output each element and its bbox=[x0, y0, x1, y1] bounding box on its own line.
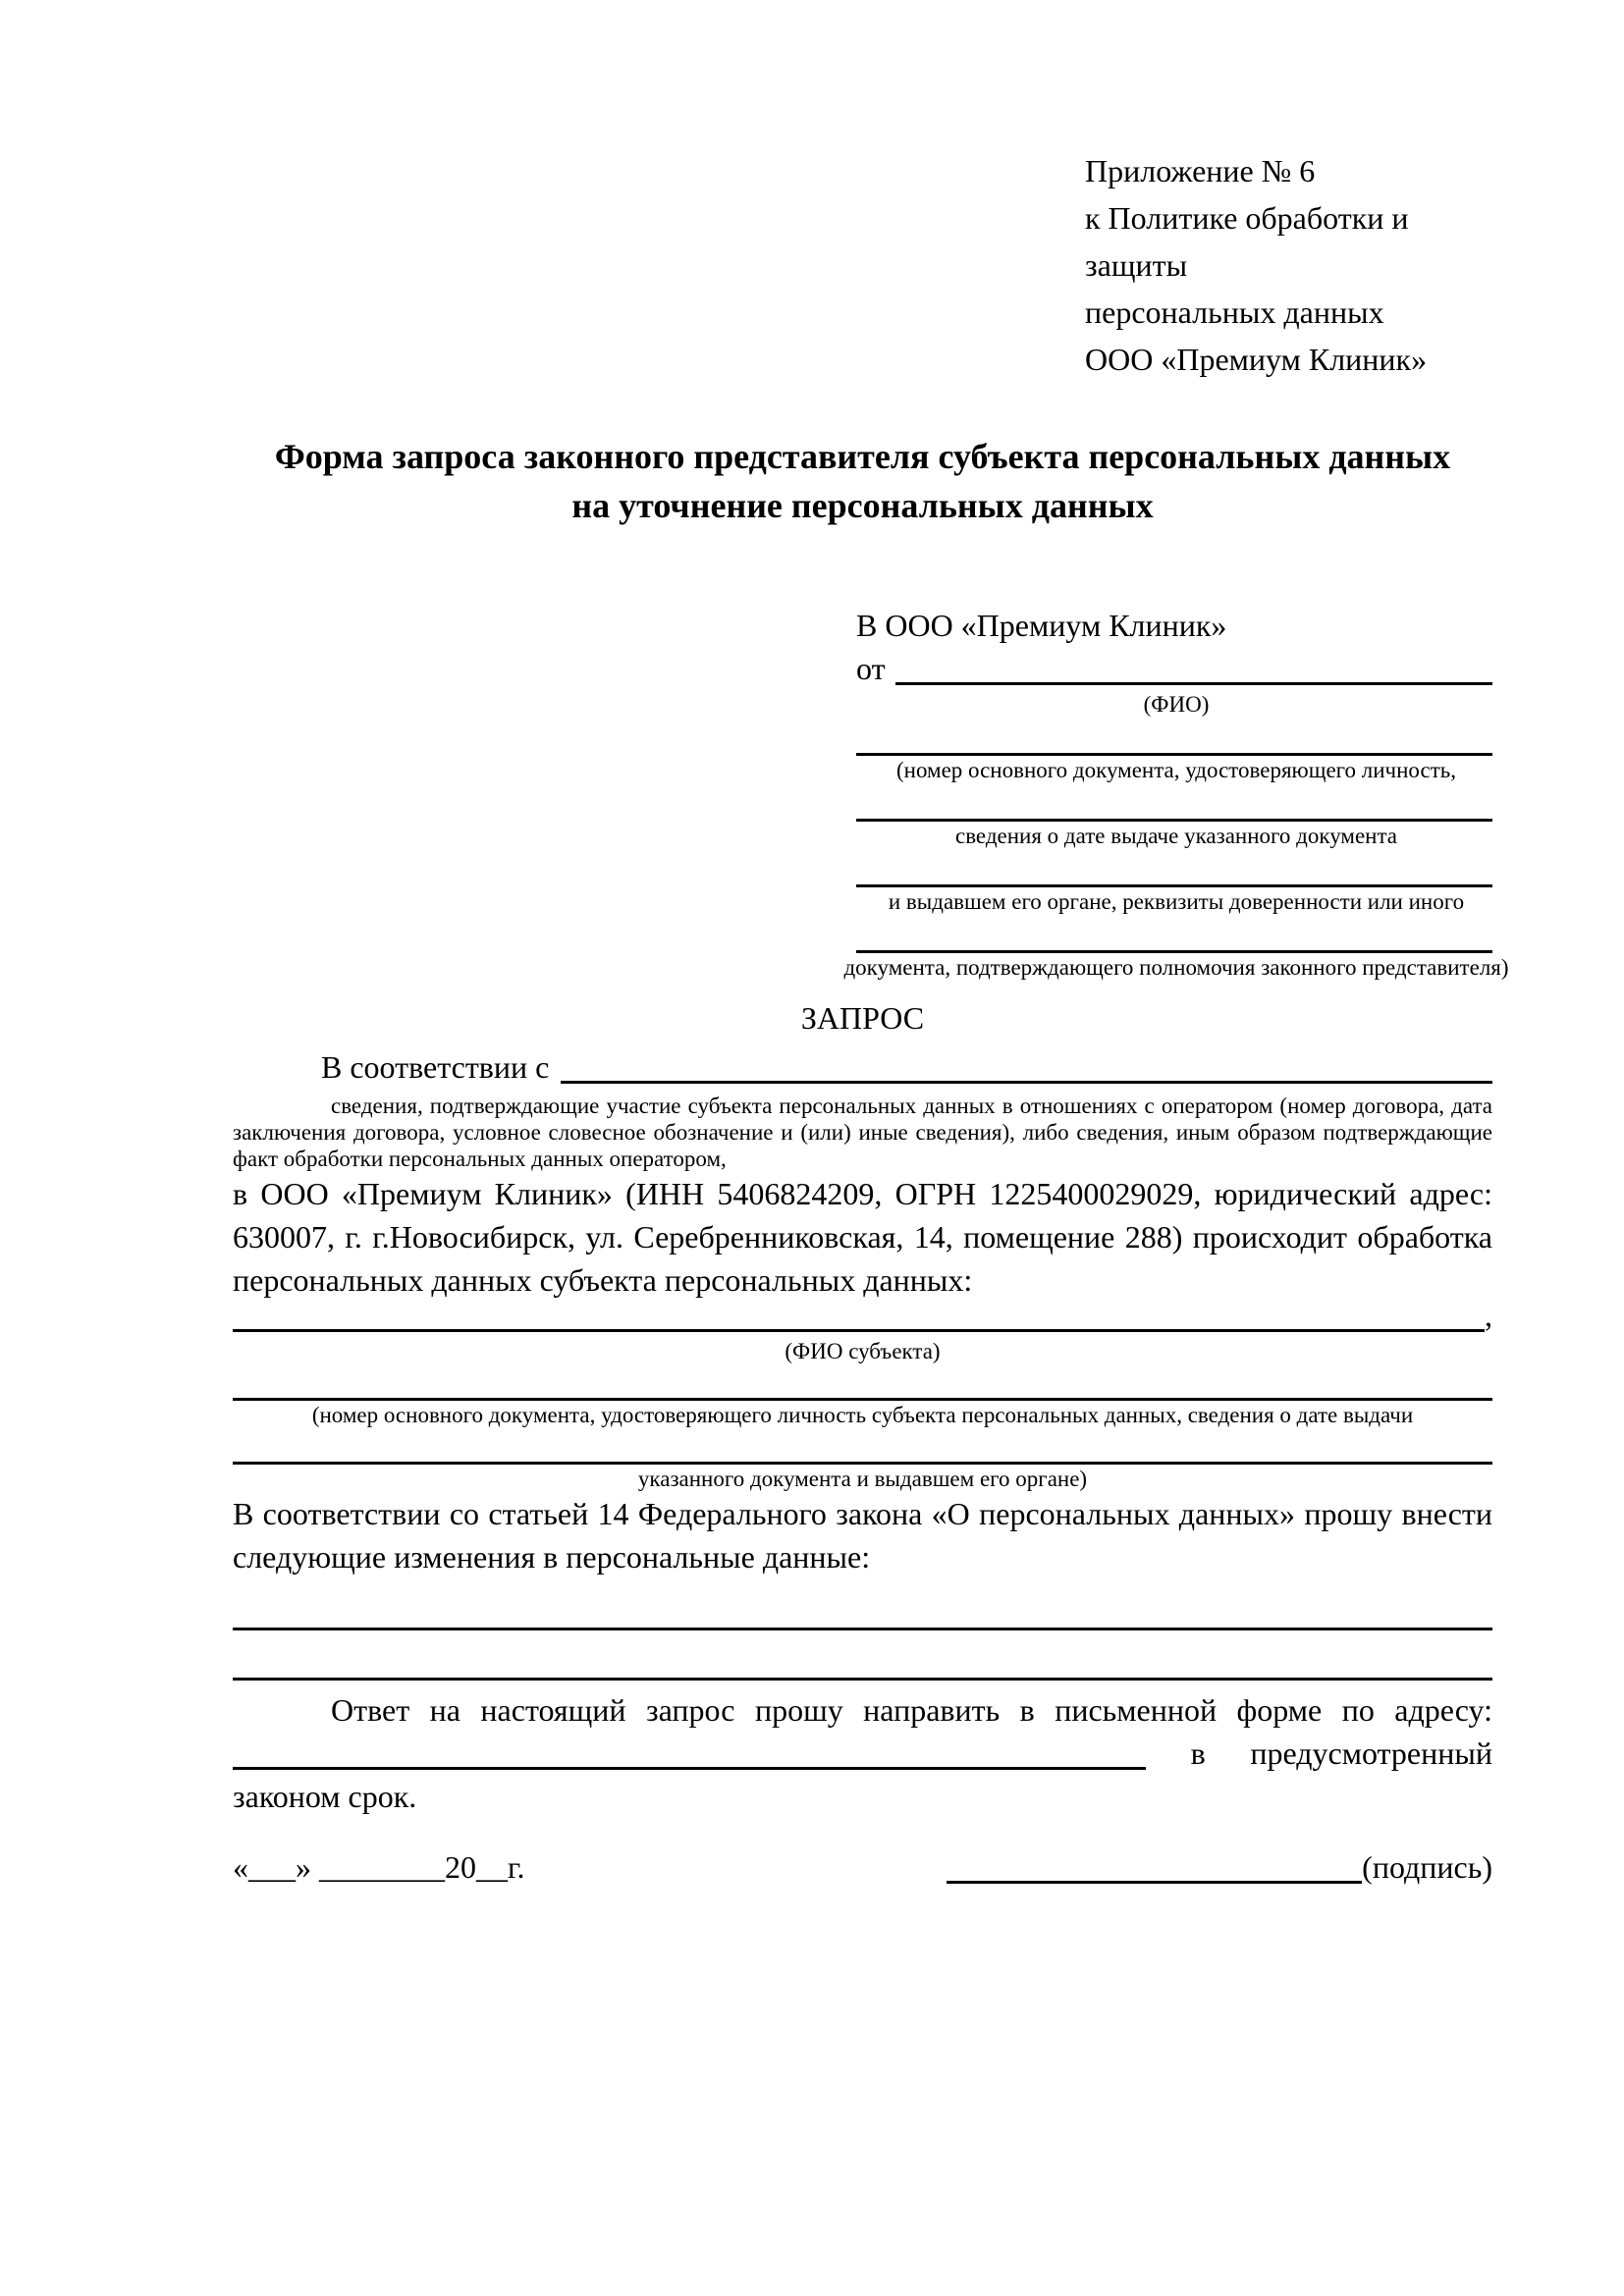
response-address-field bbox=[233, 1732, 1492, 1775]
addressee-organization: В ООО «Премиум Клиник» bbox=[856, 608, 1227, 643]
document-issue-date-fill-line bbox=[856, 783, 1492, 822]
title-line-2: на уточнение персональных данных bbox=[571, 486, 1154, 525]
comma-mark: , bbox=[1485, 1298, 1492, 1333]
signature-row bbox=[233, 1845, 1492, 1889]
date-field: «___» ________20__г. bbox=[233, 1849, 525, 1885]
subject-document-fill-line-2 bbox=[233, 1428, 1492, 1465]
response-line-1: Ответ на настоящий запрос прошу направить в письменной форме по адресу: bbox=[331, 1692, 1492, 1728]
document-number-caption: (номер основного документа, удостоверяющего личность, bbox=[895, 758, 1456, 782]
issue-date-caption: сведения о дате выдаче указанного документа bbox=[954, 824, 1398, 848]
annex-line: Приложение № 6 bbox=[1085, 153, 1316, 188]
subject-fio-caption: (ФИО субъекта) bbox=[785, 1339, 941, 1363]
issuing-authority-caption: и выдавшем его органе, реквизиты доверенности или иного bbox=[888, 889, 1465, 914]
operator-paragraph: в ООО «Премиум Клиник» (ИНН 5406824209, ОГРН 1225400029029, юридический адрес: 630007, г. г.Новосибирск, ул. Серебренниковская, 14, помещение 288) происходит обработка персональных данных субъекта персональных данных: bbox=[233, 1176, 1492, 1298]
from-label: от bbox=[856, 651, 886, 686]
law-paragraph: В соответствии со статьей 14 Федерального закона «О персональных данных» прошу внести следующие изменения в персональные данные: bbox=[233, 1496, 1492, 1575]
changes-fill-line-1 bbox=[233, 1578, 1492, 1630]
basis-label: В соответствии с bbox=[321, 1049, 550, 1085]
document-title bbox=[233, 432, 1492, 530]
representative-document-number-fill-line bbox=[856, 718, 1492, 756]
subject-fio-field bbox=[233, 1298, 1492, 1337]
from-field bbox=[856, 647, 1492, 690]
subject-document-caption-1: (номер основного документа, удостоверяющего личность субъекта персональных данных, сведения о дате выдачи bbox=[311, 1403, 1414, 1427]
annex-line: персональных данных bbox=[1085, 294, 1384, 330]
subject-fio-fill-line bbox=[233, 1329, 1485, 1332]
fio-caption: (ФИО) bbox=[1143, 692, 1210, 717]
response-word-predusmotrennyj: предусмотренный bbox=[1250, 1735, 1492, 1771]
subject-document-fill-line-1 bbox=[233, 1364, 1492, 1401]
annex-line: к Политике обработки и защиты bbox=[1085, 200, 1409, 283]
issuing-authority-fill-line bbox=[856, 849, 1492, 887]
request-heading: ЗАПРОС bbox=[800, 1000, 925, 1036]
annex-line: ООО «Премиум Клиник» bbox=[1085, 342, 1428, 377]
basis-field bbox=[233, 1045, 1492, 1089]
signature-caption: (подпись) bbox=[1362, 1849, 1492, 1885]
response-word-v: в bbox=[1190, 1735, 1206, 1771]
addressee-block bbox=[843, 604, 1509, 981]
power-of-attorney-fill-line bbox=[856, 915, 1492, 953]
signature-fill-line bbox=[947, 1881, 1362, 1884]
response-line-3: законом срок. bbox=[233, 1779, 417, 1814]
basis-fill-line bbox=[561, 1081, 1492, 1084]
subject-document-caption-2: указанного документа и выдавшем его органе) bbox=[637, 1467, 1088, 1491]
basis-caption: сведения, подтверждающие участие субъекта персональных данных в отношениях с оператором (номер договора, дата заключения договора, условное словесное обозначение и (или) иные сведения), либо сведения, иным образом подтверждающие факт обработки персональных данных оператором, bbox=[233, 1094, 1492, 1171]
representative-fio-fill-line bbox=[895, 682, 1492, 685]
signature-field bbox=[947, 1845, 1492, 1889]
title-line-1: Форма запроса законного представителя субъекта персональных данных bbox=[274, 437, 1451, 476]
power-of-attorney-caption: документа, подтверждающего полномочия законного представителя) bbox=[843, 955, 1509, 980]
changes-fill-line-2 bbox=[233, 1630, 1492, 1681]
annex-block bbox=[1085, 147, 1492, 383]
address-fill-line bbox=[233, 1767, 1146, 1770]
